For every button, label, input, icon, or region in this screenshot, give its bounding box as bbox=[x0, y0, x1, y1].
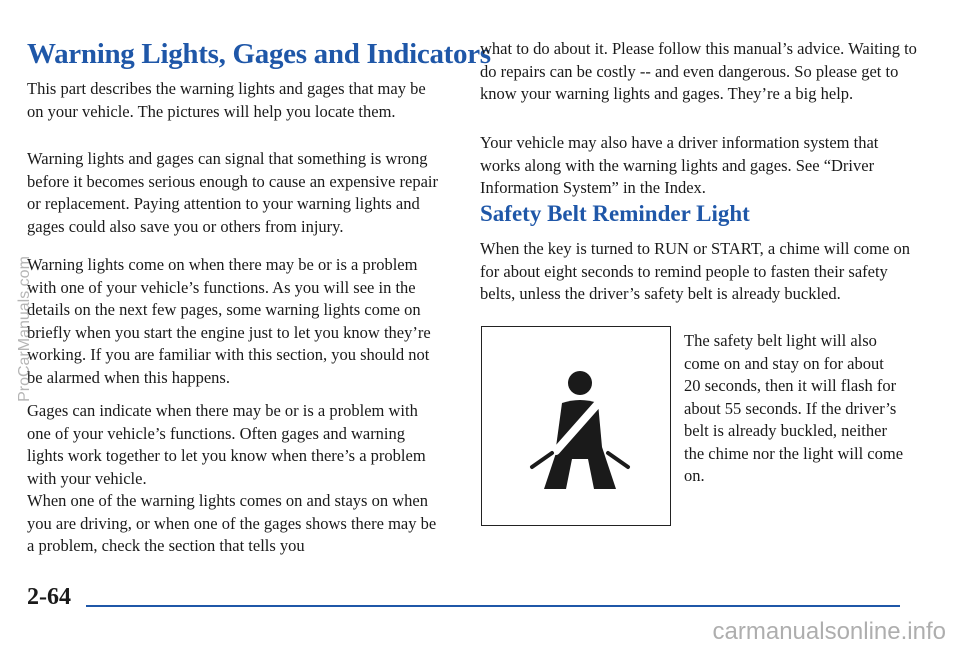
paragraph-signal: Warning lights and gages can signal that something is wrong before it becomes serious enough to cause an expensive repair or replacement. Paying attention to your warning lights and gages could also save you or others from injury. bbox=[27, 149, 438, 236]
paragraph-dis: Your vehicle may also have a driver information system that works along with the warning lights and gages. See “Driver Information System” in the Index. bbox=[480, 133, 879, 197]
paragraph-when-on: When one of the warning lights comes on and stays on when you are driving, or when one of the gages shows there may be a problem, check the section that tells you bbox=[27, 491, 437, 555]
seatbelt-caption: The safety belt light will also come on and stay on for about 20 seconds, then it will flash for about 55 seconds. If the driver’s belt is already buckled, neither the chime nor the light will come on. bbox=[684, 331, 904, 485]
paragraph-intro: This part describes the warning lights and gages that may be on your vehicle. The pictures will help you locate them. bbox=[27, 79, 426, 121]
paragraph-gages: Gages can indicate when there may be or is a problem with one of your vehicle’s functions. Often gages and warning lights work together to let you know when there’s a problem with your vehicle. bbox=[27, 401, 426, 488]
footer-rule bbox=[86, 605, 900, 607]
page-number: 2-64 bbox=[27, 584, 71, 610]
section-heading: Warning Lights, Gages and Indicators bbox=[27, 38, 491, 70]
subsection-heading: Safety Belt Reminder Light bbox=[480, 201, 750, 226]
bottom-watermark: carmanualsonline.info bbox=[712, 618, 946, 645]
seatbelt-icon bbox=[522, 367, 632, 497]
paragraph-warning-lights: Warning lights come on when there may be or is a problem with one of your vehicle’s functions. As you will see in the details on the next few pages, some warning lights come on briefly when you start the engine just to let you know they’re working. If you are familiar with this section, you should not be alarmed when this happens. bbox=[27, 255, 431, 387]
paragraph-belt: When the key is turned to RUN or START, a chime will come on for about eight seconds to remind people to fasten their safety belts, unless the driver’s safety belt is already buckled. bbox=[480, 239, 910, 303]
side-watermark: ProCarManuals.com bbox=[15, 256, 33, 402]
seatbelt-illustration-box bbox=[481, 326, 671, 526]
paragraph-continued: what to do about it. Please follow this manual’s advice. Waiting to do repairs can be costly -- and even dangerous. So please get to know your warning lights and gages. They’re a big help. bbox=[480, 39, 917, 103]
